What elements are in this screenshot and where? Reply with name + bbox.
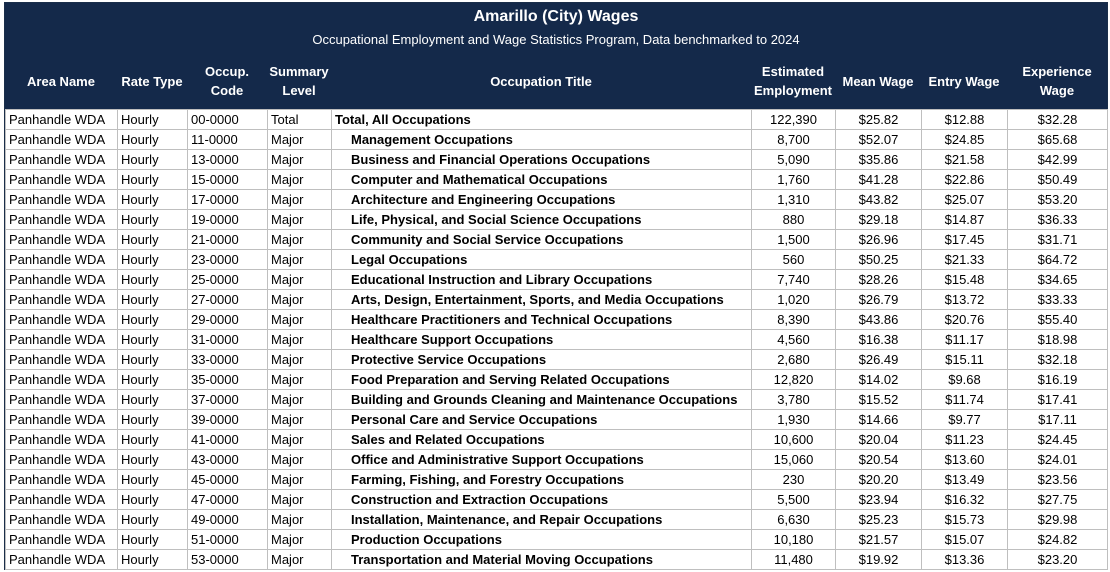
rate-type-cell: Hourly — [118, 490, 188, 510]
area-name-cell: Panhandle WDA — [6, 390, 118, 410]
employment-cell: 880 — [752, 210, 836, 230]
rate-type-cell: Hourly — [118, 470, 188, 490]
experience-wage-cell: $36.33 — [1008, 210, 1108, 230]
occupation-title-cell: Office and Administrative Support Occupations — [332, 450, 752, 470]
table-header-band — [5, 3, 1107, 109]
area-name-cell: Panhandle WDA — [6, 410, 118, 430]
summary-level-cell: Major — [268, 250, 332, 270]
mean-wage-cell: $21.57 — [836, 530, 922, 550]
employment-cell: 560 — [752, 250, 836, 270]
occupation-code-cell: 11-0000 — [188, 130, 268, 150]
experience-wage-cell: $32.28 — [1008, 110, 1108, 130]
table-row — [6, 270, 1108, 290]
area-name-cell: Panhandle WDA — [6, 270, 118, 290]
rate-type-cell: Hourly — [118, 110, 188, 130]
rate-type-cell: Hourly — [118, 190, 188, 210]
area-name-cell: Panhandle WDA — [6, 110, 118, 130]
area-name-cell: Panhandle WDA — [6, 130, 118, 150]
mean-wage-cell: $15.52 — [836, 390, 922, 410]
experience-wage-cell: $17.41 — [1008, 390, 1108, 410]
summary-level-cell: Major — [268, 470, 332, 490]
table-row — [6, 150, 1108, 170]
summary-level-cell: Major — [268, 310, 332, 330]
entry-wage-cell: $21.58 — [922, 150, 1008, 170]
entry-wage-cell: $17.45 — [922, 230, 1008, 250]
experience-wage-cell: $53.20 — [1008, 190, 1108, 210]
rate-type-cell: Hourly — [118, 210, 188, 230]
occupation-code-cell: 43-0000 — [188, 450, 268, 470]
rate-type-cell: Hourly — [118, 170, 188, 190]
area-name-cell: Panhandle WDA — [6, 350, 118, 370]
occupation-title-cell: Transportation and Material Moving Occupations — [332, 550, 752, 570]
occupation-code-cell: 39-0000 — [188, 410, 268, 430]
employment-cell: 230 — [752, 470, 836, 490]
table-row — [6, 230, 1108, 250]
table-row — [6, 170, 1108, 190]
table-row — [6, 130, 1108, 150]
entry-wage-cell: $15.48 — [922, 270, 1008, 290]
experience-wage-cell: $24.45 — [1008, 430, 1108, 450]
mean-wage-cell: $35.86 — [836, 150, 922, 170]
employment-cell: 1,930 — [752, 410, 836, 430]
entry-wage-cell: $15.11 — [922, 350, 1008, 370]
summary-level-cell: Major — [268, 150, 332, 170]
mean-wage-cell: $20.04 — [836, 430, 922, 450]
experience-wage-cell: $33.33 — [1008, 290, 1108, 310]
employment-cell: 10,600 — [752, 430, 836, 450]
area-name-cell: Panhandle WDA — [6, 370, 118, 390]
mean-wage-cell: $14.02 — [836, 370, 922, 390]
summary-level-cell: Major — [268, 330, 332, 350]
employment-cell: 2,680 — [752, 350, 836, 370]
employment-cell: 10,180 — [752, 530, 836, 550]
experience-wage-cell: $50.49 — [1008, 170, 1108, 190]
occupation-code-cell: 27-0000 — [188, 290, 268, 310]
occupation-title-cell: Personal Care and Service Occupations — [332, 410, 752, 430]
mean-wage-cell: $19.92 — [836, 550, 922, 570]
mean-wage-cell: $43.82 — [836, 190, 922, 210]
mean-wage-cell: $29.18 — [836, 210, 922, 230]
entry-wage-cell: $9.68 — [922, 370, 1008, 390]
employment-cell: 3,780 — [752, 390, 836, 410]
column-header-text: Rate Type — [121, 73, 183, 89]
summary-level-cell: Major — [268, 190, 332, 210]
experience-wage-cell: $16.19 — [1008, 370, 1108, 390]
rate-type-cell: Hourly — [118, 150, 188, 170]
occupation-code-cell: 41-0000 — [188, 430, 268, 450]
employment-cell: 8,390 — [752, 310, 836, 330]
area-name-cell: Panhandle WDA — [6, 210, 118, 230]
rate-type-cell: Hourly — [118, 350, 188, 370]
occupation-code-cell: 33-0000 — [188, 350, 268, 370]
occupation-code-cell: 17-0000 — [188, 190, 268, 210]
table-row — [6, 210, 1108, 230]
area-name-cell: Panhandle WDA — [6, 230, 118, 250]
mean-wage-cell: $14.66 — [836, 410, 922, 430]
occupation-code-cell: 19-0000 — [188, 210, 268, 230]
employment-cell: 5,090 — [752, 150, 836, 170]
occupation-code-cell: 37-0000 — [188, 390, 268, 410]
entry-wage-cell: $11.74 — [922, 390, 1008, 410]
experience-wage-cell: $31.71 — [1008, 230, 1108, 250]
occupation-code-cell: 23-0000 — [188, 250, 268, 270]
experience-wage-cell: $24.01 — [1008, 450, 1108, 470]
column-header — [835, 57, 921, 105]
employment-cell: 1,020 — [752, 290, 836, 310]
rate-type-cell: Hourly — [118, 430, 188, 450]
data-table — [5, 109, 1108, 570]
area-name-cell: Panhandle WDA — [6, 250, 118, 270]
employment-cell: 1,760 — [752, 170, 836, 190]
experience-wage-cell: $24.82 — [1008, 530, 1108, 550]
rate-type-cell: Hourly — [118, 410, 188, 430]
column-header-text: Experience — [1022, 64, 1092, 79]
column-header — [187, 57, 267, 105]
document-subtitle: Occupational Employment and Wage Statistics Program, Data benchmarked to 2024 — [312, 32, 800, 47]
occupation-code-cell: 35-0000 — [188, 370, 268, 390]
experience-wage-cell: $42.99 — [1008, 150, 1108, 170]
experience-wage-cell: $23.20 — [1008, 550, 1108, 570]
entry-wage-cell: $22.86 — [922, 170, 1008, 190]
table-row — [6, 310, 1108, 330]
summary-level-cell: Major — [268, 550, 332, 570]
table-row — [6, 550, 1108, 570]
summary-level-cell: Major — [268, 410, 332, 430]
occupation-title-cell: Computer and Mathematical Occupations — [332, 170, 752, 190]
summary-level-cell: Total — [268, 110, 332, 130]
occupation-title-cell: Building and Grounds Cleaning and Maintenance Occupations — [332, 390, 752, 410]
entry-wage-cell: $11.17 — [922, 330, 1008, 350]
occupation-title-cell: Healthcare Practitioners and Technical Occupations — [332, 310, 752, 330]
experience-wage-cell: $34.65 — [1008, 270, 1108, 290]
summary-level-cell: Major — [268, 510, 332, 530]
employment-cell: 11,480 — [752, 550, 836, 570]
summary-level-cell: Major — [268, 370, 332, 390]
occupation-code-cell: 21-0000 — [188, 230, 268, 250]
employment-cell: 6,630 — [752, 510, 836, 530]
experience-wage-cell: $18.98 — [1008, 330, 1108, 350]
area-name-cell: Panhandle WDA — [6, 430, 118, 450]
occupation-code-cell: 31-0000 — [188, 330, 268, 350]
mean-wage-cell: $50.25 — [836, 250, 922, 270]
occupation-code-cell: 13-0000 — [188, 150, 268, 170]
occupation-code-cell: 25-0000 — [188, 270, 268, 290]
occupation-code-cell: 15-0000 — [188, 170, 268, 190]
employment-cell: 122,390 — [752, 110, 836, 130]
summary-level-cell: Major — [268, 290, 332, 310]
table-row — [6, 370, 1108, 390]
mean-wage-cell: $52.07 — [836, 130, 922, 150]
area-name-cell: Panhandle WDA — [6, 290, 118, 310]
summary-level-cell: Major — [268, 130, 332, 150]
entry-wage-cell: $15.07 — [922, 530, 1008, 550]
summary-level-cell: Major — [268, 450, 332, 470]
table-row — [6, 350, 1108, 370]
occupation-title-cell: Business and Financial Operations Occupations — [332, 150, 752, 170]
rate-type-cell: Hourly — [118, 450, 188, 470]
column-header-text: Wage — [1039, 83, 1075, 98]
occupation-title-cell: Legal Occupations — [332, 250, 752, 270]
column-header-text: Code — [210, 83, 244, 98]
occupation-code-cell: 47-0000 — [188, 490, 268, 510]
entry-wage-cell: $9.77 — [922, 410, 1008, 430]
wage-table-document — [4, 2, 1108, 570]
employment-cell: 4,560 — [752, 330, 836, 350]
rate-type-cell: Hourly — [118, 370, 188, 390]
column-header — [5, 57, 117, 105]
table-row — [6, 390, 1108, 410]
occupation-code-cell: 49-0000 — [188, 510, 268, 530]
rate-type-cell: Hourly — [118, 130, 188, 150]
occupation-code-cell: 45-0000 — [188, 470, 268, 490]
column-header — [117, 57, 187, 105]
occupation-code-cell: 51-0000 — [188, 530, 268, 550]
mean-wage-cell: $23.94 — [836, 490, 922, 510]
entry-wage-cell: $15.73 — [922, 510, 1008, 530]
table-row — [6, 510, 1108, 530]
employment-cell: 1,310 — [752, 190, 836, 210]
employment-cell: 1,500 — [752, 230, 836, 250]
rate-type-cell: Hourly — [118, 550, 188, 570]
area-name-cell: Panhandle WDA — [6, 490, 118, 510]
area-name-cell: Panhandle WDA — [6, 150, 118, 170]
area-name-cell: Panhandle WDA — [6, 170, 118, 190]
experience-wage-cell: $55.40 — [1008, 310, 1108, 330]
mean-wage-cell: $26.49 — [836, 350, 922, 370]
rate-type-cell: Hourly — [118, 290, 188, 310]
mean-wage-cell: $26.96 — [836, 230, 922, 250]
occupation-title-cell: Food Preparation and Serving Related Occupations — [332, 370, 752, 390]
column-header-text: Occupation Title — [490, 73, 592, 89]
summary-level-cell: Major — [268, 390, 332, 410]
summary-level-cell: Major — [268, 170, 332, 190]
experience-wage-cell: $65.68 — [1008, 130, 1108, 150]
summary-level-cell: Major — [268, 530, 332, 550]
column-header — [751, 57, 835, 105]
rate-type-cell: Hourly — [118, 270, 188, 290]
area-name-cell: Panhandle WDA — [6, 550, 118, 570]
occupation-title-cell: Management Occupations — [332, 130, 752, 150]
area-name-cell: Panhandle WDA — [6, 470, 118, 490]
entry-wage-cell: $13.36 — [922, 550, 1008, 570]
table-row — [6, 110, 1108, 130]
column-header-text: Occup. — [204, 64, 250, 79]
entry-wage-cell: $21.33 — [922, 250, 1008, 270]
experience-wage-cell: $64.72 — [1008, 250, 1108, 270]
table-row — [6, 330, 1108, 350]
area-name-cell: Panhandle WDA — [6, 450, 118, 470]
area-name-cell: Panhandle WDA — [6, 530, 118, 550]
occupation-title-cell: Construction and Extraction Occupations — [332, 490, 752, 510]
table-row — [6, 430, 1108, 450]
entry-wage-cell: $13.72 — [922, 290, 1008, 310]
entry-wage-cell: $13.49 — [922, 470, 1008, 490]
column-header — [267, 57, 331, 105]
area-name-cell: Panhandle WDA — [6, 190, 118, 210]
occupation-title-cell: Life, Physical, and Social Science Occupations — [332, 210, 752, 230]
rate-type-cell: Hourly — [118, 310, 188, 330]
employment-cell: 12,820 — [752, 370, 836, 390]
entry-wage-cell: $13.60 — [922, 450, 1008, 470]
occupation-title-cell: Farming, Fishing, and Forestry Occupations — [332, 470, 752, 490]
mean-wage-cell: $26.79 — [836, 290, 922, 310]
rate-type-cell: Hourly — [118, 250, 188, 270]
area-name-cell: Panhandle WDA — [6, 330, 118, 350]
column-header-text: Estimated — [761, 64, 825, 79]
entry-wage-cell: $11.23 — [922, 430, 1008, 450]
mean-wage-cell: $16.38 — [836, 330, 922, 350]
summary-level-cell: Major — [268, 230, 332, 250]
employment-cell: 5,500 — [752, 490, 836, 510]
area-name-cell: Panhandle WDA — [6, 310, 118, 330]
mean-wage-cell: $20.20 — [836, 470, 922, 490]
employment-cell: 15,060 — [752, 450, 836, 470]
entry-wage-cell: $16.32 — [922, 490, 1008, 510]
occupation-title-cell: Community and Social Service Occupations — [332, 230, 752, 250]
occupation-title-cell: Protective Service Occupations — [332, 350, 752, 370]
column-header — [1007, 57, 1107, 105]
experience-wage-cell: $29.98 — [1008, 510, 1108, 530]
rate-type-cell: Hourly — [118, 330, 188, 350]
column-header-text: Level — [282, 83, 316, 98]
column-header — [921, 57, 1007, 105]
column-header-text: Area Name — [27, 73, 95, 89]
occupation-title-cell: Educational Instruction and Library Occupations — [332, 270, 752, 290]
occupation-title-cell: Architecture and Engineering Occupations — [332, 190, 752, 210]
column-header-text: Entry Wage — [928, 73, 1000, 89]
entry-wage-cell: $20.76 — [922, 310, 1008, 330]
table-row — [6, 410, 1108, 430]
entry-wage-cell: $25.07 — [922, 190, 1008, 210]
column-headers — [5, 57, 1107, 105]
table-row — [6, 190, 1108, 210]
summary-level-cell: Major — [268, 270, 332, 290]
column-header-text: Mean Wage — [842, 73, 914, 89]
rate-type-cell: Hourly — [118, 510, 188, 530]
table-row — [6, 470, 1108, 490]
employment-cell: 7,740 — [752, 270, 836, 290]
experience-wage-cell: $32.18 — [1008, 350, 1108, 370]
summary-level-cell: Major — [268, 350, 332, 370]
entry-wage-cell: $12.88 — [922, 110, 1008, 130]
mean-wage-cell: $28.26 — [836, 270, 922, 290]
rate-type-cell: Hourly — [118, 530, 188, 550]
employment-cell: 8,700 — [752, 130, 836, 150]
column-header — [331, 57, 751, 105]
table-row — [6, 530, 1108, 550]
column-header-text: Summary — [269, 64, 329, 79]
occupation-code-cell: 00-0000 — [188, 110, 268, 130]
occupation-title-cell: Production Occupations — [332, 530, 752, 550]
mean-wage-cell: $25.23 — [836, 510, 922, 530]
occupation-title-cell: Installation, Maintenance, and Repair Occupations — [332, 510, 752, 530]
table-row — [6, 290, 1108, 310]
area-name-cell: Panhandle WDA — [6, 510, 118, 530]
summary-level-cell: Major — [268, 490, 332, 510]
mean-wage-cell: $41.28 — [836, 170, 922, 190]
table-row — [6, 450, 1108, 470]
summary-level-cell: Major — [268, 210, 332, 230]
experience-wage-cell: $23.56 — [1008, 470, 1108, 490]
table-row — [6, 250, 1108, 270]
mean-wage-cell: $25.82 — [836, 110, 922, 130]
experience-wage-cell: $17.11 — [1008, 410, 1108, 430]
mean-wage-cell: $43.86 — [836, 310, 922, 330]
mean-wage-cell: $20.54 — [836, 450, 922, 470]
rate-type-cell: Hourly — [118, 390, 188, 410]
table-row — [6, 490, 1108, 510]
occupation-title-cell: Sales and Related Occupations — [332, 430, 752, 450]
experience-wage-cell: $27.75 — [1008, 490, 1108, 510]
column-header-text: Employment — [753, 83, 832, 98]
document-title: Amarillo (City) Wages — [473, 8, 639, 25]
occupation-title-cell: Arts, Design, Entertainment, Sports, and Media Occupations — [332, 290, 752, 310]
occupation-code-cell: 29-0000 — [188, 310, 268, 330]
summary-level-cell: Major — [268, 430, 332, 450]
occupation-title-cell: Healthcare Support Occupations — [332, 330, 752, 350]
rate-type-cell: Hourly — [118, 230, 188, 250]
entry-wage-cell: $14.87 — [922, 210, 1008, 230]
entry-wage-cell: $24.85 — [922, 130, 1008, 150]
occupation-code-cell: 53-0000 — [188, 550, 268, 570]
occupation-title-cell: Total, All Occupations — [332, 110, 752, 130]
